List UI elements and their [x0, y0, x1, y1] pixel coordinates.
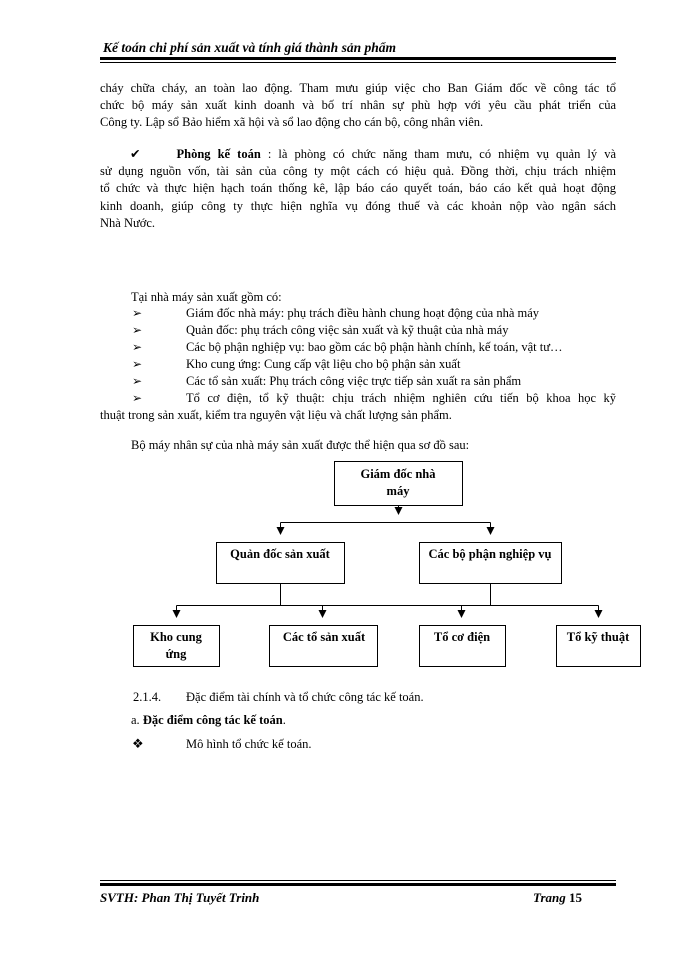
list-item: Quản đốc: phụ trách công việc sản xuất và kỹ thuật của nhà máy: [186, 323, 509, 337]
running-header-title: Kế toán chi phí sản xuất và tính giá thành sản phẩm: [103, 40, 396, 55]
diamond-bullet-icon: ❖: [132, 736, 144, 751]
arrow-bullet-icon: ➢: [132, 357, 143, 371]
subsection-title: Đặc điểm công tác kế toán: [142, 713, 283, 727]
accounting-dept-label: Phòng kế toán: [176, 147, 261, 161]
diagram-intro: Bộ máy nhân sự của nhà máy sản xuất được thể hiện qua sơ đồ sau:: [131, 438, 470, 452]
org-box-departments: Các bộ phận nghiệp vụ: [428, 547, 552, 561]
org-box-production-teams: Các tổ sản xuất: [282, 630, 366, 644]
arrow-bullet-icon: ➢: [132, 391, 143, 405]
paragraph-line: cháy chữa cháy, an toàn lao động. Tham mưu giúp việc cho Ban Giám đốc về công tác tổ: [100, 81, 616, 95]
org-box-warehouse: Kho cung ứng: [150, 630, 202, 661]
subsection-heading: [131, 713, 286, 728]
org-box-production-manager: Quản đốc sản xuất: [230, 547, 330, 561]
arrow-bullet-icon: ➢: [132, 340, 143, 354]
list-item: Các tổ sản xuất: Phụ trách công việc trực tiếp sản xuất ra sản phẩm: [186, 374, 522, 388]
footer-page-label: Trang: [533, 890, 566, 905]
arrow-bullet-icon: ➢: [132, 323, 143, 337]
subsection-prefix: a.: [131, 713, 140, 727]
org-box-electrical-team: Tổ cơ điện: [433, 630, 491, 644]
footer-rule-thick: [100, 883, 616, 886]
checkmark-icon: ✔: [130, 147, 141, 161]
section-title: Đặc điểm tài chính và tổ chức công tác kế toán.: [186, 690, 424, 704]
org-box-director: Giám đốc nhà máy: [360, 467, 436, 498]
org-box-technical-team: Tổ kỹ thuật: [566, 630, 630, 644]
accounting-dept-description: : là phòng có chức năng tham mưu, có nhiệm vụ quản lý và: [260, 147, 616, 161]
subsection-suffix: .: [282, 713, 286, 727]
list-item: Kho cung ứng: Cung cấp vật liệu cho bộ phận sản xuất: [186, 357, 461, 371]
paragraph-line: kinh doanh, giúp công ty thực hiện nghĩa vụ đóng thuế và các khoản nộp vào ngân sách: [100, 198, 616, 213]
factory-intro: Tại nhà máy sản xuất gồm có:: [131, 290, 282, 304]
accounting-model-item: Mô hình tổ chức kế toán.: [186, 737, 312, 751]
list-item-continuation: thuật trong sản xuất, kiểm tra nguyên vật liệu và chất lượng sản phẩm.: [100, 408, 452, 422]
paragraph-line: Nhà Nước.: [100, 215, 156, 230]
list-item: Tổ cơ điện, tổ kỹ thuật: chịu trách nhiệm nghiên cứu tiến bộ khoa học kỹ: [186, 391, 616, 405]
footer-page: [533, 890, 582, 906]
page-number: 15: [569, 890, 582, 905]
paragraph-line: Công ty. Lập sổ Bảo hiểm xã hội và sổ lao động cho cán bộ, công nhân viên.: [100, 115, 484, 130]
list-item: Giám đốc nhà máy: phụ trách điều hành chung hoạt động của nhà máy: [186, 306, 540, 320]
section-number: 2.1.4.: [133, 690, 162, 704]
footer-author: SVTH: Phan Thị Tuyết Trinh: [100, 890, 260, 905]
paragraph-line: sử dụng nguồn vốn, tài sản của công ty một cách có hiệu quả. Đồng thời, chịu trách nhiệm: [100, 164, 616, 179]
paragraph-line: chức bộ máy sản xuất kinh doanh và bố trí nhân sự phù hợp với yêu cầu phát triển của: [100, 98, 616, 113]
list-item: Các bộ phận nghiệp vụ: bao gồm các bộ phận hành chính, kế toán, vật tư…: [186, 340, 563, 354]
arrow-bullet-icon: ➢: [132, 374, 143, 388]
footer-rule-thin: [100, 880, 616, 881]
paragraph-line: tổ chức và thực hiện hạch toán thống kê, lập báo cáo quyết toán, báo cáo kết quả hoạt động: [100, 181, 616, 196]
arrow-bullet-icon: ➢: [132, 306, 143, 320]
